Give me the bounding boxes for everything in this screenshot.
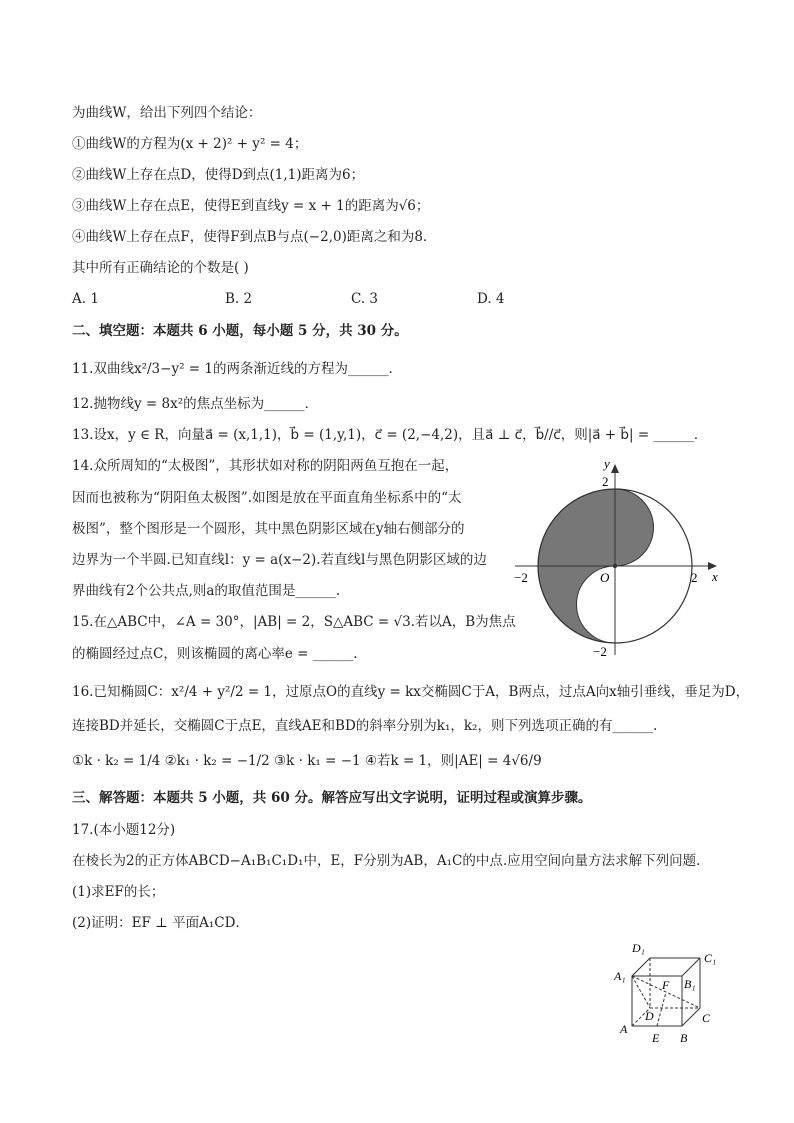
- q10-conclusion-1: ①曲线W的方程为(x + 2)² + y² = 4；: [72, 136, 308, 152]
- label-f: F: [662, 978, 670, 992]
- q16-line-1: 16.已知椭圆C：x²/4 + y²/2 = 1，过原点O的直线y = kx交椭圆C于A，B两点，过点A向x轴引垂线，垂足为D，: [72, 684, 750, 700]
- q17-part-1: (1)求EF的长；: [72, 884, 165, 900]
- q17-header: 17.(本小题12分): [72, 822, 176, 838]
- tick-top: 2: [602, 474, 609, 489]
- tick-right: 2: [691, 570, 698, 585]
- q10-option-c: C. 3: [351, 291, 379, 307]
- q12: 12.抛物线y = 8x²的焦点坐标为______．: [72, 396, 319, 412]
- label-c1: C₁: [704, 951, 717, 965]
- tick-bottom: −2: [593, 644, 607, 659]
- q10-conclusion-3: ③曲线W上存在点E，使得E到直线y = x + 1的距离为√6；: [72, 198, 430, 214]
- q17-part-2: (2)证明：EF ⊥ 平面A₁CD．: [72, 915, 249, 931]
- section-2-heading: 二、填空题：本题共 6 小题，每小题 5 分，共 30 分。: [72, 323, 408, 339]
- q13: 13.设x，y ∈ R，向量a⃗ = (x,1,1)，b⃗ = (1,y,1)，c⃗ = (2,−4,2)，且a⃗ ⊥ c⃗，b⃗//c⃗，则|a⃗ + b⃗| = ______．: [72, 427, 708, 443]
- q10-question: 其中所有正确结论的个数是( ): [72, 260, 249, 276]
- x-axis-label: x: [712, 569, 718, 584]
- q10-option-d: D. 4: [477, 291, 505, 307]
- origin-point: [613, 564, 617, 568]
- label-c: C: [702, 1011, 711, 1025]
- q10-option-b: B. 2: [225, 291, 253, 307]
- label-b: B: [680, 1031, 688, 1045]
- y-axis-arrow: [611, 464, 619, 473]
- q16-line-2: 连接BD并延长，交椭圆C于点E，直线AE和BD的斜率分别为k₁，k₂，则下列选项正确的有______.: [72, 718, 658, 734]
- label-d: D: [645, 1009, 654, 1023]
- segment-e-f: [657, 992, 666, 1026]
- cube-edge: [682, 958, 700, 976]
- q11: 11.双曲线x²/3−y² = 1的两条渐近线的方程为______．: [72, 361, 402, 377]
- cube-figure: [612, 938, 732, 1050]
- origin-label: O: [600, 570, 610, 585]
- diag-a1-d: [632, 976, 650, 1008]
- q14-line-4: 边界为一个半圆.已知直线l：y = a(x−2).若直线l与黑色阴影区域的边: [72, 552, 487, 568]
- q14-line-3: 极图”，整个图形是一个圆形，其中黑色阴影区域在y轴右侧部分的: [72, 521, 465, 537]
- q14-line-5: 界曲线有2个公共点,则a的取值范围是______.: [72, 583, 341, 599]
- q10-option-a: A. 1: [72, 291, 99, 307]
- tick-left: −2: [514, 570, 528, 585]
- q17-body: 在棱长为2的正方体ABCD−A₁B₁C₁D₁中，E，F分别为AB，A₁C的中点.应用空间向量方法求解下列问题．: [72, 853, 710, 869]
- y-axis-label: y: [604, 456, 610, 471]
- label-d1: D₁: [632, 941, 645, 955]
- cube-edge: [682, 1008, 700, 1026]
- label-a: A: [620, 1022, 628, 1036]
- label-a1: A₁: [614, 969, 626, 983]
- q10-conclusion-4: ④曲线W上存在点F，使得F到点B与点(−2,0)距离之和为8．: [72, 229, 437, 245]
- cube-edge: [632, 958, 650, 976]
- q16-options: ①k · k₂ = 1/4 ②k₁ · k₂ = −1/2 ③k · k₁ = −1 ④若k = 1，则|AE| = 4√6/9: [72, 753, 542, 769]
- taiji-figure: [505, 455, 730, 665]
- label-e: E: [652, 1031, 660, 1045]
- q15-line-1: 15.在△ABC中，∠A = 30°，|AB| = 2，S△ABC = √3.若以A，B为焦点: [72, 614, 516, 630]
- q14-line-2: 因而也被称为“阴阳鱼太极图”.如图是放在平面直角坐标系中的“太: [72, 490, 462, 506]
- q15-line-2: 的椭圆经过点C，则该椭圆的离心率e = ______.: [72, 646, 358, 662]
- section-3-heading: 三、解答题：本题共 5 小题，共 60 分。解答应写出文字说明，证明过程或演算步骤。: [72, 790, 592, 806]
- q10-conclusion-2: ②曲线W上存在点D，使得D到点(1,1)距离为6；: [72, 167, 365, 183]
- label-b1: B₁: [684, 977, 696, 991]
- q14-line-1: 14.众所周知的“太极图”，其形状如对称的阴阳两鱼互抱在一起，: [72, 458, 459, 474]
- q10-intro: 为曲线W，给出下列四个结论：: [72, 105, 262, 121]
